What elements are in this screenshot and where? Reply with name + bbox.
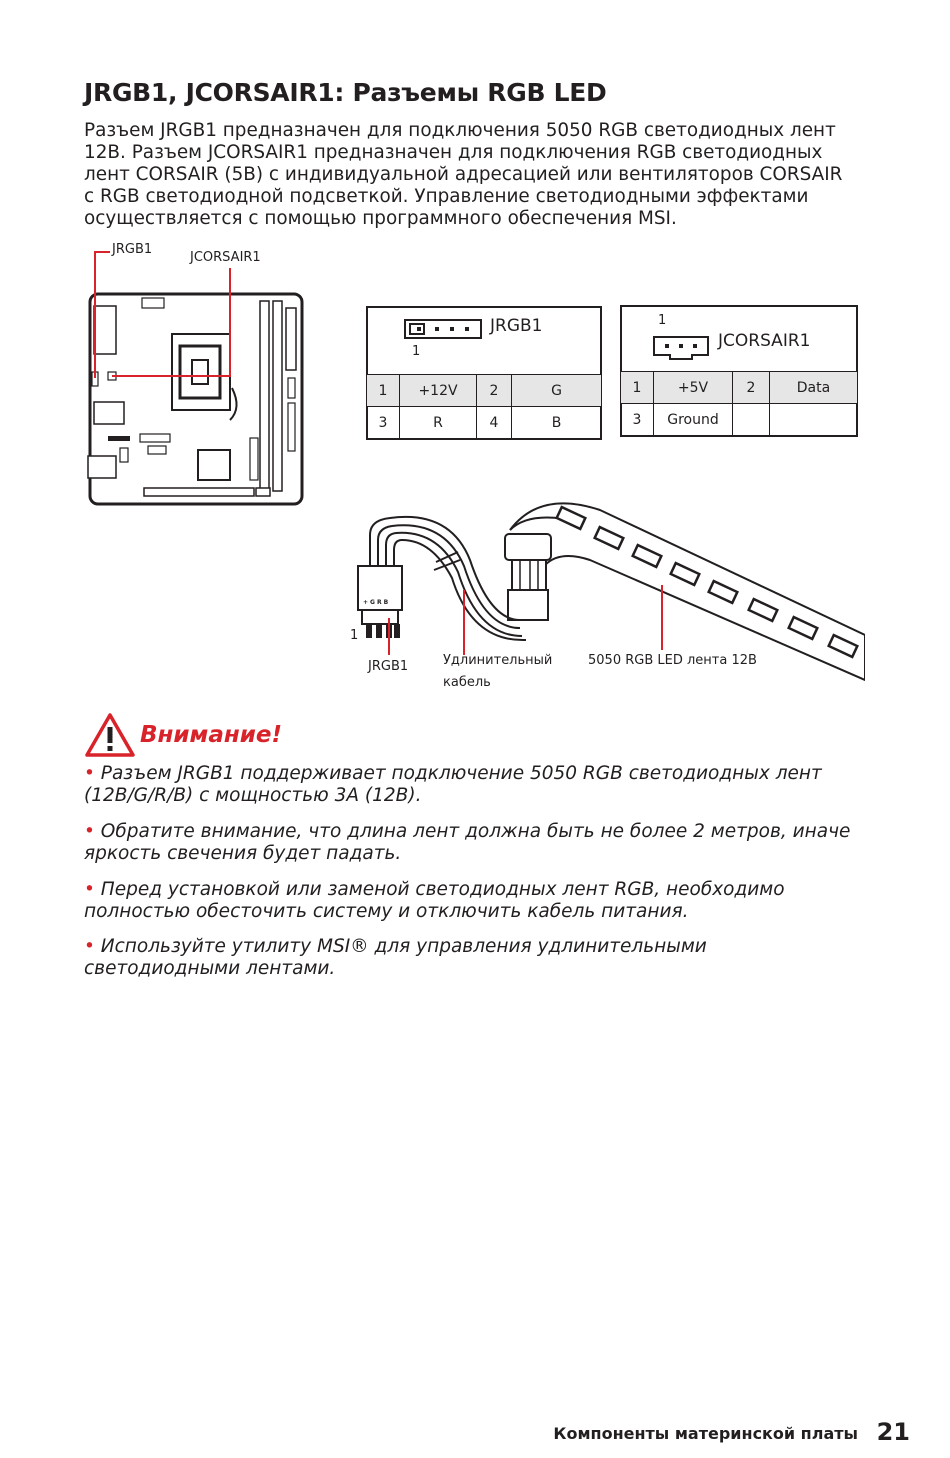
intro-line: 12В. Разъем JCORSAIR1 предназначен для подключения RGB светодиодных [84,142,823,163]
pin-number: 3 [621,404,654,436]
warning-bullet: • Перед установкой или заменой светодиодных лент RGB, необходимо полностью обесточить систему и отключить кабель питания. [84,879,785,922]
table-row [367,375,602,407]
pin-signal: B [512,407,602,439]
jcorsair1-pin-grid [620,371,858,436]
pin-number: 2 [733,372,770,404]
jrgb1-connector-icon [404,318,488,340]
pin-number [733,404,770,436]
intro-line: осуществляется с помощью программного обеспечения MSI. [84,208,677,229]
pin-number: 1 [621,372,654,404]
warning-bullet: • Разъем JRGB1 поддерживает подключение 5050 RGB светодиодных лент (12В/G/R/B) с мощностью 3А (12В). [84,763,822,806]
motherboard-diagram [80,238,310,510]
jrgb1-pin-table [366,306,602,440]
extension-cable-label-2: кабель [443,675,491,690]
page-title: JRGB1, JCORSAIR1: Разъемы RGB LED [84,78,607,107]
pin-signal: G [512,375,602,407]
cable-connector-letters: +GRB [363,599,391,606]
intro-paragraph [84,120,884,230]
table-row [621,404,858,436]
jcorsair1-pin-table [620,305,858,437]
warning-triangle-icon [84,712,136,758]
jcorsair1-pin1-marker: 1 [658,313,667,328]
warning-title: Внимание! [140,722,282,748]
page-number: 21 [876,1418,910,1446]
extension-cable-label-1: Удлинительный [443,653,553,668]
jrgb1-label: JRGB1 [112,242,153,257]
pin-signal: Data [770,372,858,404]
jcorsair1-table-name: JCORSAIR1 [718,331,811,351]
jcorsair1-label: JCORSAIR1 [190,250,261,265]
pin-signal: +12V [400,375,477,407]
intro-line: лент CORSAIR (5В) с индивидуальной адресацией или вентиляторов CORSAIR [84,164,843,185]
intro-line: с RGB светодиодной подсветкой. Управление светодиодными эффектами [84,186,809,207]
table-row [367,407,602,439]
pin-signal: R [400,407,477,439]
pin-signal: Ground [654,404,733,436]
jrgb1-pin1-marker: 1 [412,344,421,359]
pin-number: 4 [477,407,512,439]
warning-bullet: • Используйте утилиту MSI® для управления удлинительными светодиодными лентами. [84,936,707,979]
led-strip-label: 5050 RGB LED лента 12В [588,653,757,668]
table-row [621,372,858,404]
jrgb1-table-name: JRGB1 [490,316,543,336]
pin-signal: +5V [654,372,733,404]
cable-pin1-marker: 1 [350,628,359,643]
warning-bullet: • Обратите внимание, что длина лент должна быть не более 2 метров, иначе яркость свечения будет падать. [84,821,851,864]
cable-jrgb1-label: JRGB1 [368,659,409,674]
intro-line: Разъем JRGB1 предназначен для подключения 5050 RGB светодиодных лент [84,120,836,141]
pin-number: 2 [477,375,512,407]
pin-number: 3 [367,407,400,439]
jcorsair1-connector-icon [652,331,714,361]
pin-signal [770,404,858,436]
footer-section-title: Компоненты материнской платы [553,1424,858,1443]
jrgb1-pin-grid [366,374,602,439]
pin-number: 1 [367,375,400,407]
